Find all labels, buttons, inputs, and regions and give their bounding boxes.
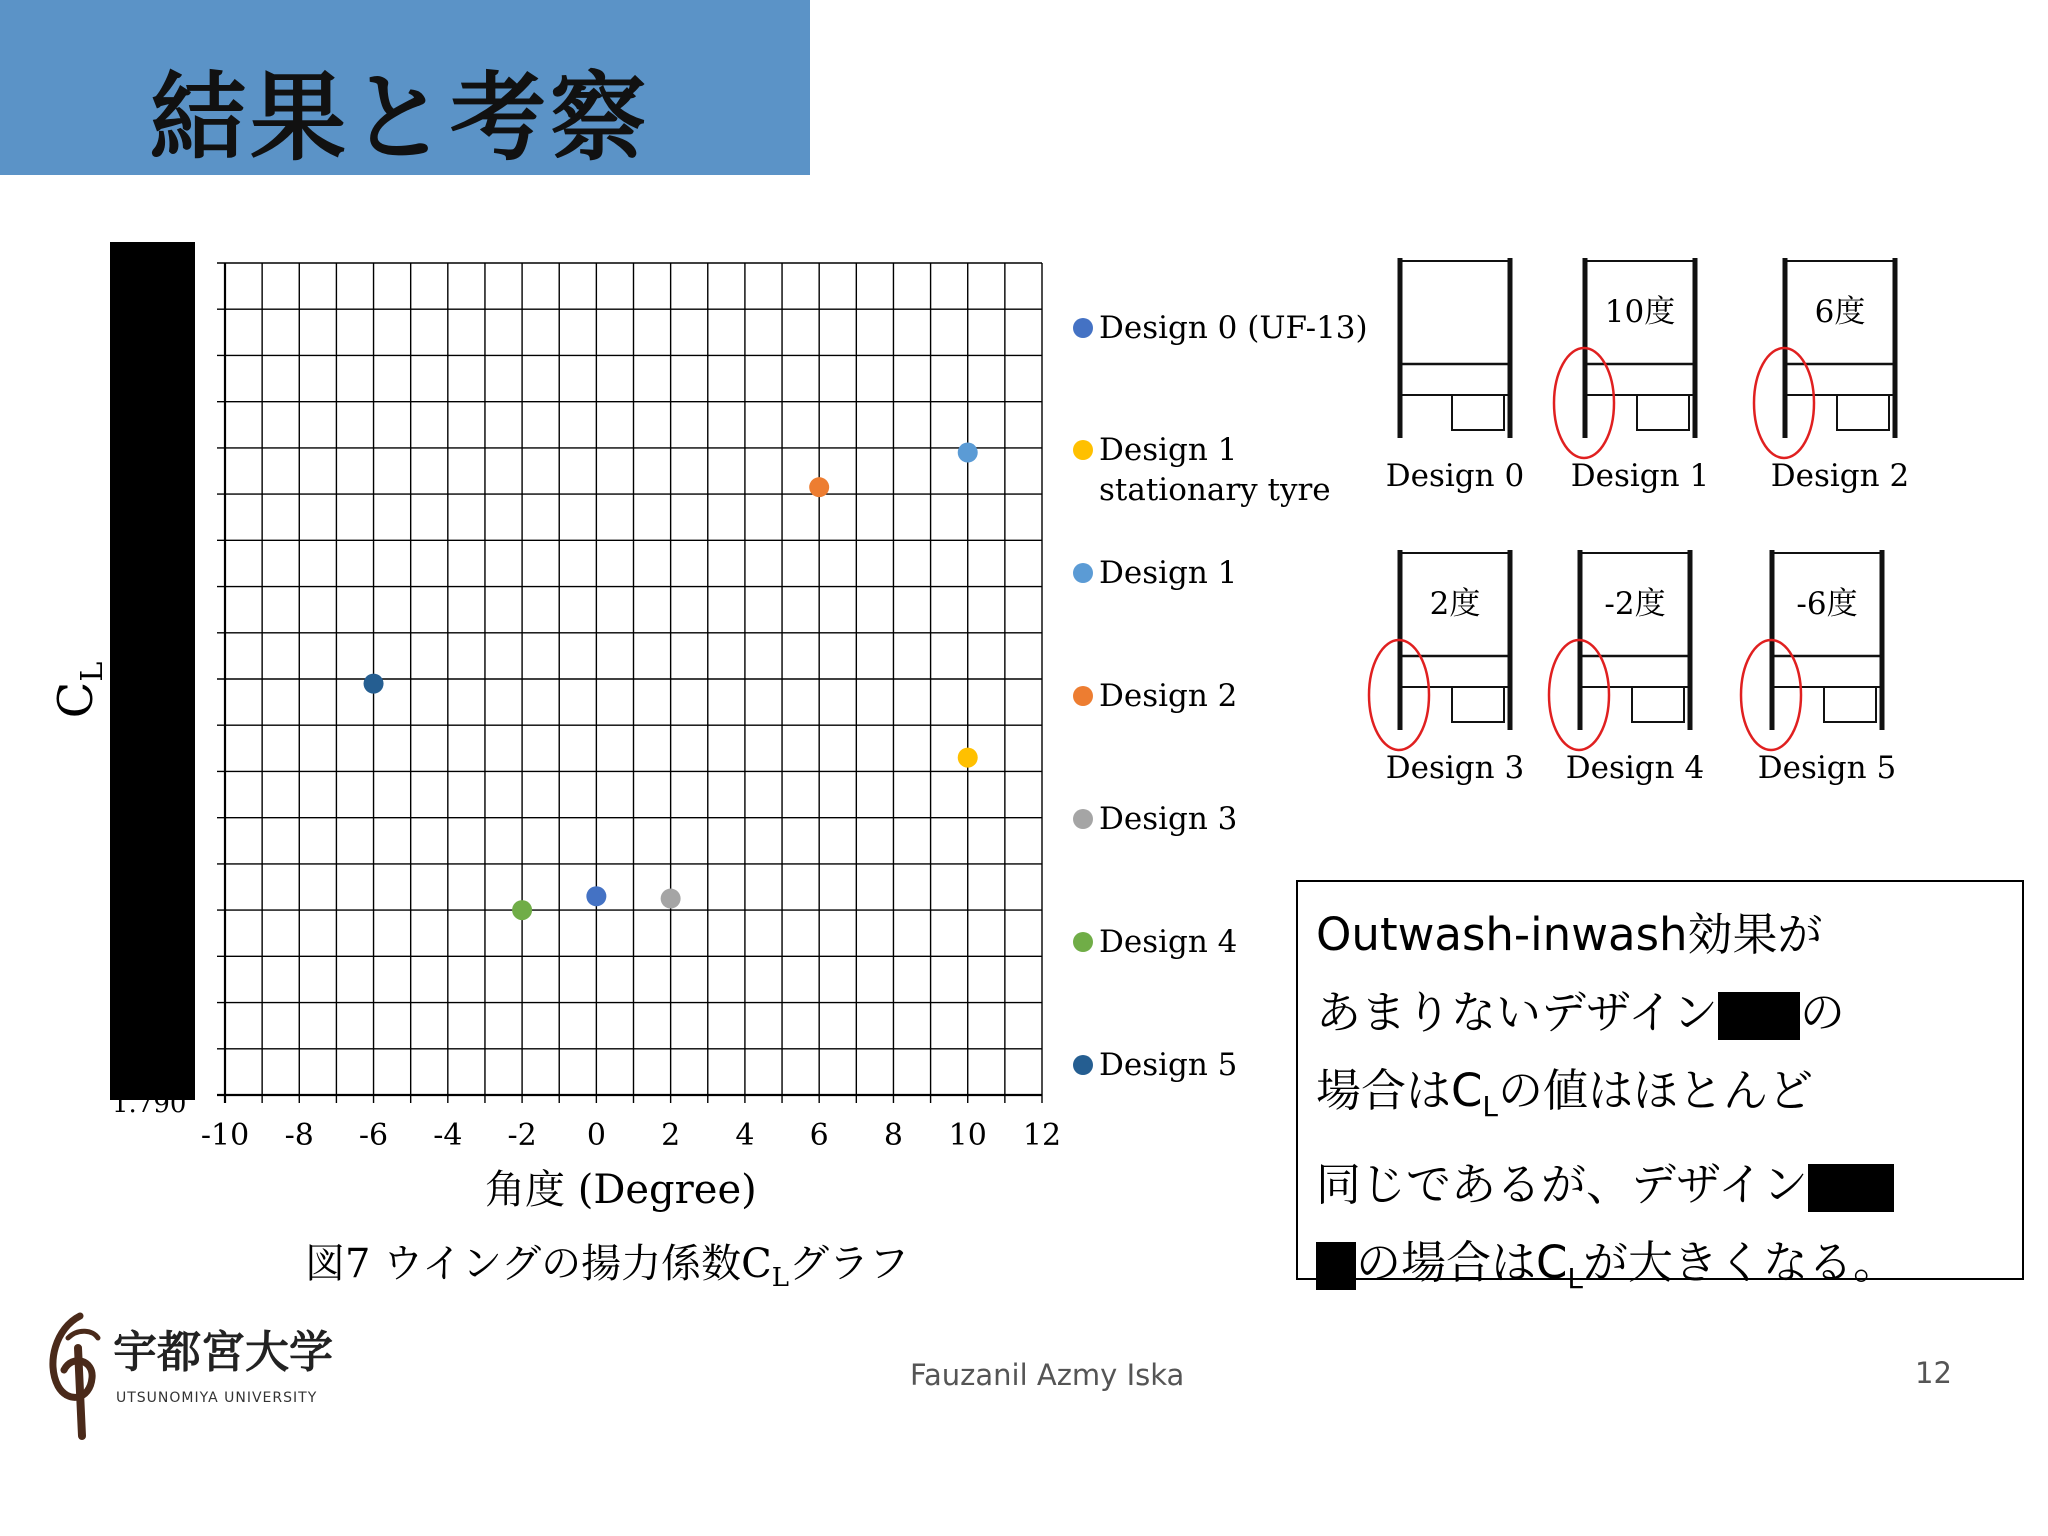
wing-caption: Design 1 bbox=[1570, 458, 1710, 494]
x-tick-label: 4 bbox=[735, 1118, 755, 1153]
wing-caption: Design 4 bbox=[1565, 750, 1705, 786]
note-text: が大きくなる。 bbox=[1583, 1236, 1899, 1289]
wing-angle-label: -6度 bbox=[1796, 586, 1858, 622]
university-logo bbox=[38, 1308, 338, 1443]
slide-title: 結果と考察 bbox=[150, 62, 650, 174]
conclusion-note bbox=[1296, 880, 2024, 1295]
note-text: 場合はC bbox=[1316, 1064, 1483, 1117]
logo-subtitle: UTSUNOMIYA UNIVERSITY bbox=[116, 1390, 318, 1406]
wing-flap bbox=[1824, 687, 1876, 722]
legend-label: Design 2 bbox=[1099, 678, 1238, 714]
legend-label: Design 1 stationary tyre bbox=[1099, 432, 1331, 508]
x-tick-label: 2 bbox=[661, 1118, 681, 1153]
y-axis-label-sub: L bbox=[75, 661, 110, 682]
redaction-block bbox=[1718, 992, 1800, 1040]
redaction-block bbox=[1316, 1242, 1356, 1290]
caption-suffix: グラフ bbox=[789, 1241, 910, 1287]
x-tick-label: 10 bbox=[948, 1118, 987, 1153]
wing-flap bbox=[1837, 395, 1889, 430]
wing-flap bbox=[1452, 687, 1504, 722]
note-text: 同じであるが、デザイン bbox=[1316, 1158, 1808, 1211]
wing-angle-label: -2度 bbox=[1604, 586, 1666, 622]
wing-angle-label: 6度 bbox=[1814, 294, 1866, 330]
x-tick-label: -4 bbox=[433, 1118, 463, 1153]
x-tick-label: 6 bbox=[809, 1118, 829, 1153]
wing-caption: Design 2 bbox=[1770, 458, 1910, 494]
page-number: 12 bbox=[1915, 1356, 1952, 1390]
y-axis-label-main: C bbox=[48, 681, 104, 719]
legend-label: Design 5 bbox=[1099, 1047, 1238, 1083]
caption-prefix: 図7 ウイングの揚力係数C bbox=[305, 1241, 772, 1287]
x-tick-label: 0 bbox=[586, 1118, 606, 1153]
note-subscript: L bbox=[1482, 1090, 1499, 1123]
x-tick-label: 8 bbox=[883, 1118, 904, 1153]
note-text: Outwash-inwash効果が bbox=[1316, 908, 1823, 961]
wing-caption: Design 0 bbox=[1385, 458, 1525, 494]
legend-label: Design 4 bbox=[1099, 924, 1238, 960]
note-line-4 bbox=[1316, 1146, 2004, 1224]
wing-angle-label: 10度 bbox=[1604, 294, 1676, 330]
x-tick-label: -6 bbox=[358, 1118, 389, 1153]
x-tick-label: -2 bbox=[507, 1118, 537, 1153]
logo-name: 宇都宮大学 bbox=[113, 1327, 333, 1378]
note-subscript: L bbox=[1567, 1262, 1584, 1295]
wing-angle-label: 2度 bbox=[1429, 586, 1481, 622]
x-tick-label: -8 bbox=[284, 1118, 314, 1153]
wing-flap bbox=[1632, 687, 1684, 722]
wing-flap bbox=[1452, 395, 1504, 430]
redaction-block bbox=[1808, 1164, 1894, 1212]
logo-emblem-icon bbox=[38, 1308, 108, 1443]
caption-sub: L bbox=[771, 1263, 790, 1293]
note-line-3 bbox=[1316, 1052, 2004, 1146]
x-axis-label: 角度 (Degree) bbox=[485, 1167, 757, 1213]
y-tick-fragment: 1.790 bbox=[112, 1089, 187, 1119]
note-line-2 bbox=[1316, 974, 2004, 1052]
note-text: の場合はC bbox=[1356, 1236, 1568, 1289]
note-text: の bbox=[1799, 986, 1845, 1039]
legend-label: Design 1 bbox=[1099, 555, 1238, 591]
legend-label: Design 3 bbox=[1099, 801, 1238, 837]
note-text: あまりないデザイン bbox=[1316, 986, 1718, 1039]
x-tick-label: 12 bbox=[1022, 1118, 1062, 1153]
legend-label: Design 0 (UF-13) bbox=[1099, 310, 1368, 346]
wing-caption: Design 3 bbox=[1385, 750, 1525, 786]
note-text: の値はほとんど bbox=[1498, 1064, 1814, 1117]
wing-flap bbox=[1637, 395, 1689, 430]
note-line-1 bbox=[1316, 896, 2004, 974]
footer-author: Fauzanil Azmy Iska bbox=[910, 1358, 1185, 1392]
x-tick-label: -10 bbox=[200, 1118, 250, 1153]
wing-caption: Design 5 bbox=[1757, 750, 1897, 786]
note-line-5 bbox=[1316, 1224, 2004, 1318]
